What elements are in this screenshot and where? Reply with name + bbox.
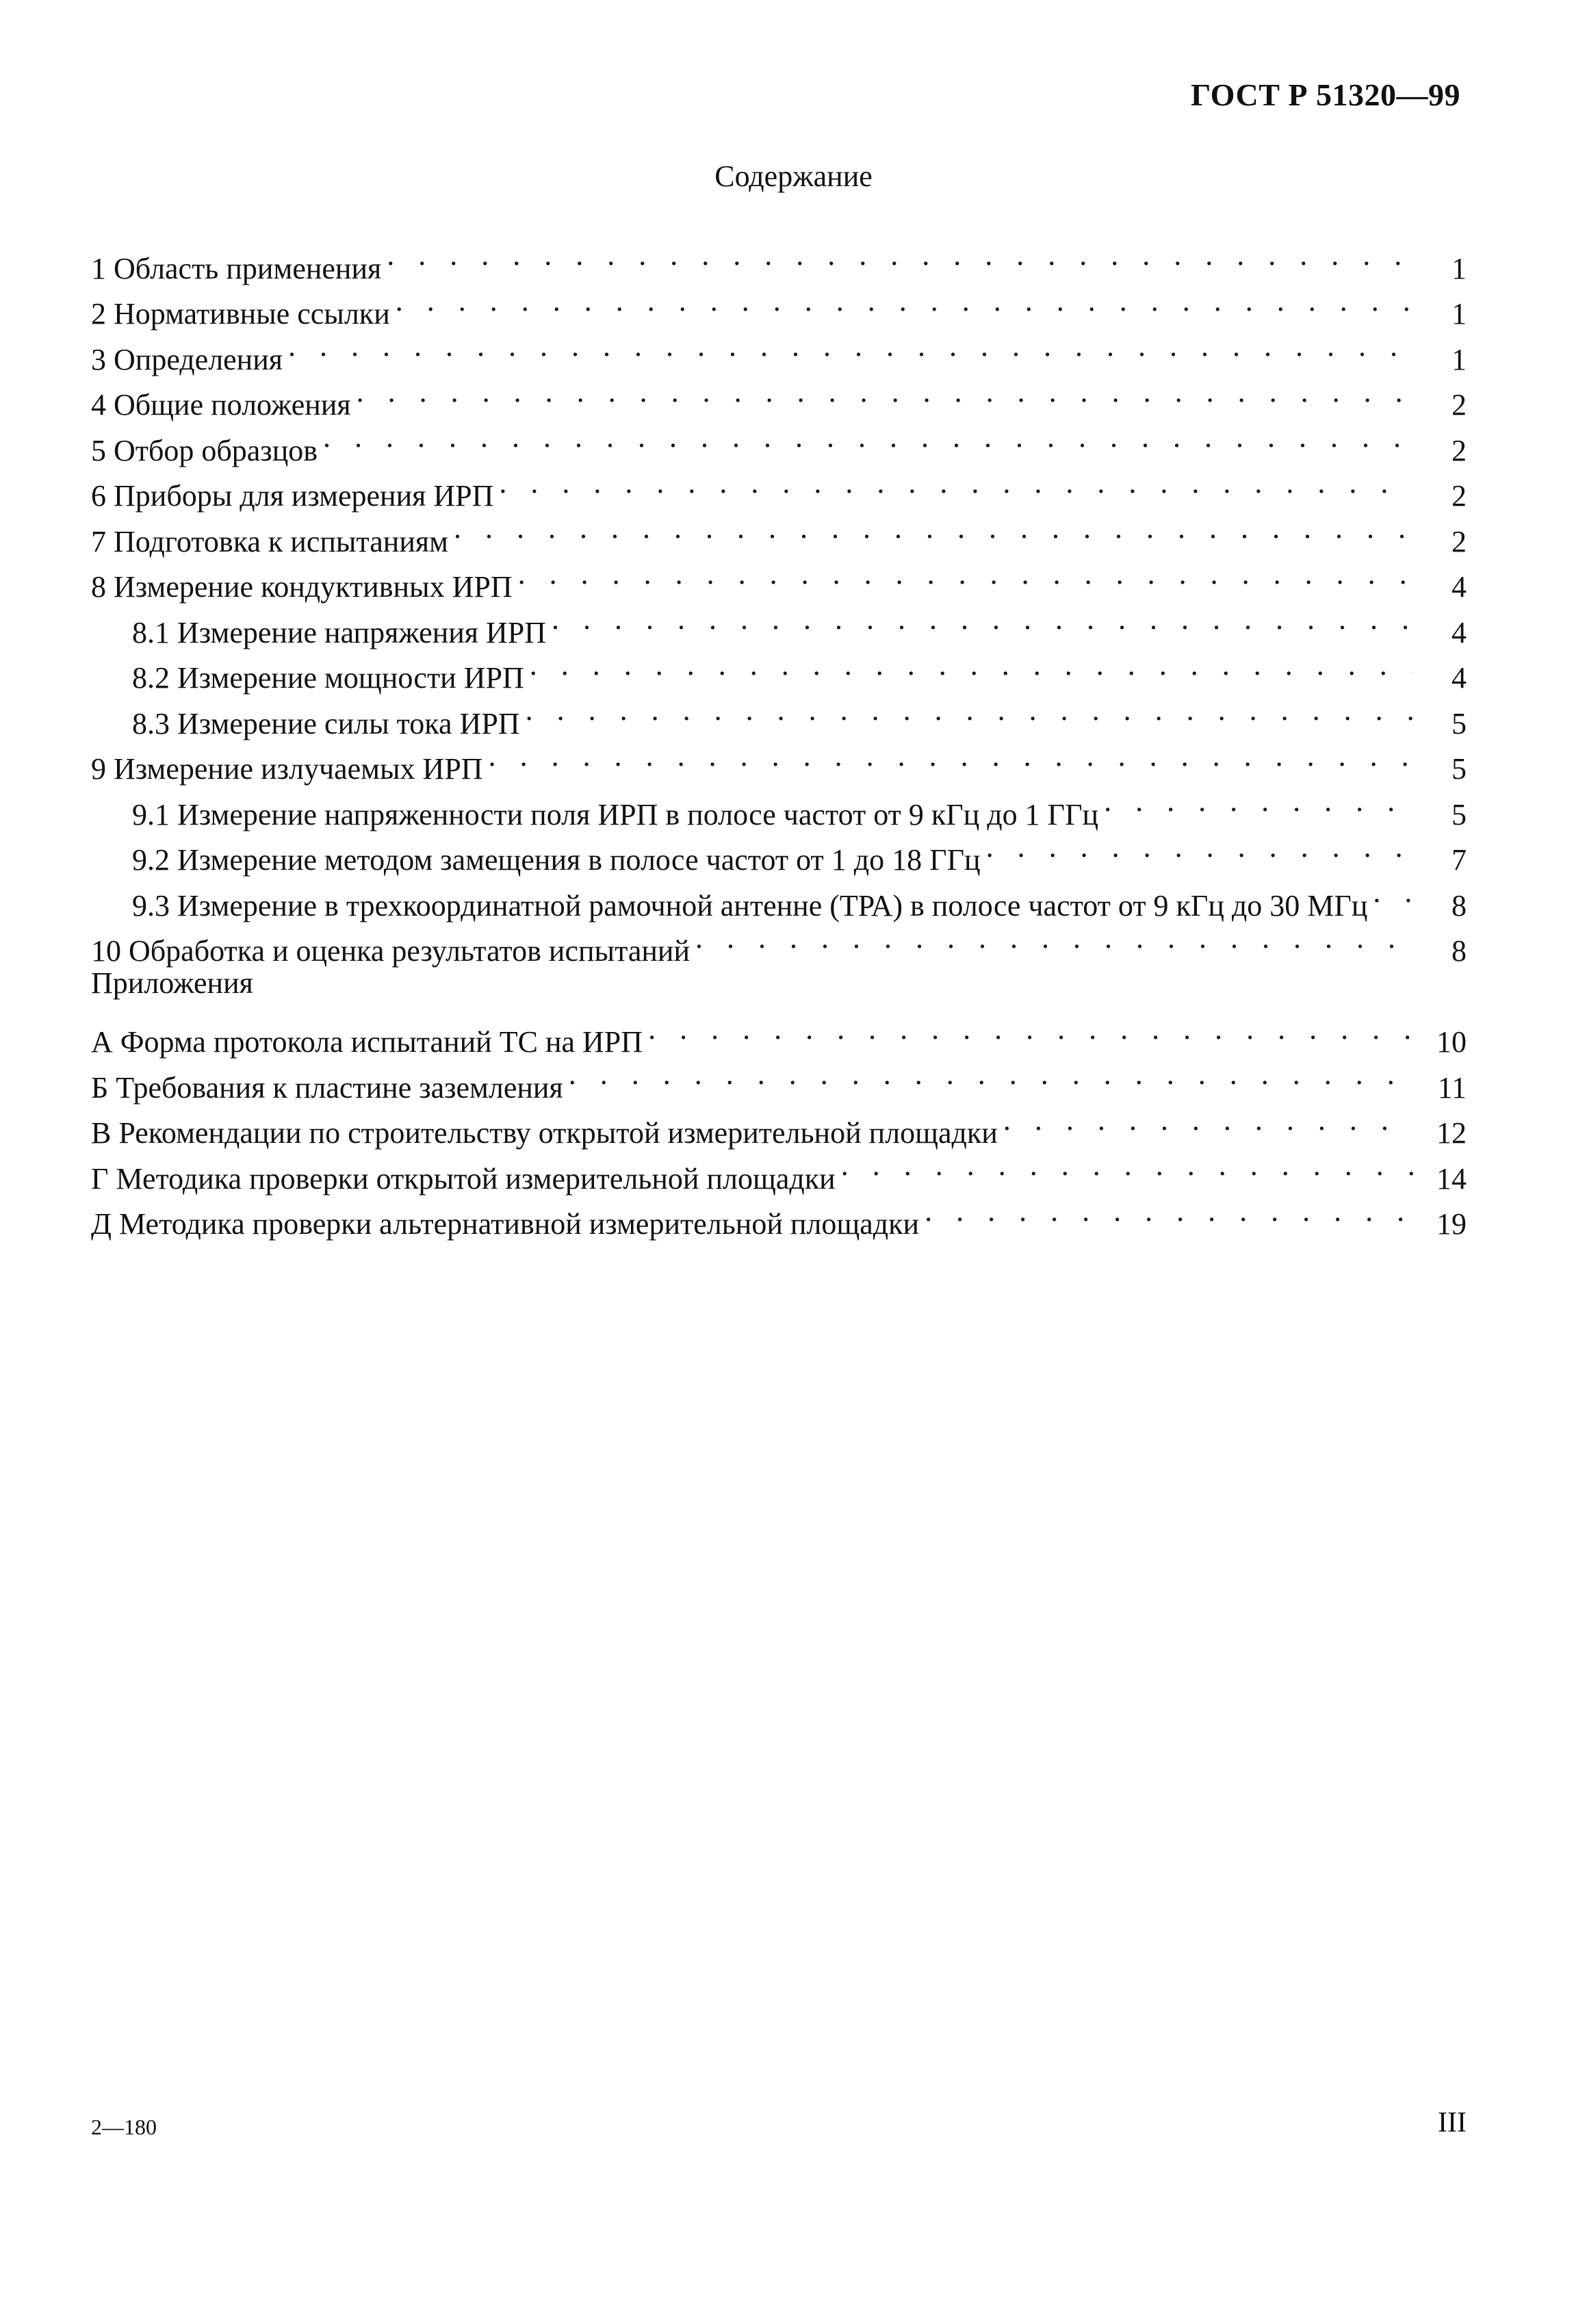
toc-entry-label: 9.1 Измерение напряженности поля ИРП в полосе частот от 9 кГц до 1 ГГц bbox=[132, 797, 1099, 831]
toc-leader-dots bbox=[530, 643, 1413, 688]
toc-entry-page: 5 bbox=[1451, 706, 1467, 740]
toc-entry-label: А Форма протокола испытаний ТС на ИРП bbox=[91, 1025, 643, 1059]
print-code: 2—180 bbox=[91, 2115, 157, 2139]
toc-leader-dots bbox=[357, 370, 1413, 415]
toc-leader-dots bbox=[1373, 870, 1413, 916]
toc-entry-page: 1 bbox=[1451, 251, 1467, 285]
toc-entry-label: 8 Измерение кондуктивных ИРП bbox=[91, 570, 513, 604]
toc-entry-label: 9 Измерение излучаемых ИРП bbox=[91, 752, 483, 786]
toc-leader-dots bbox=[526, 688, 1413, 734]
document-code: ГОСТ Р 51320—99 bbox=[1191, 77, 1460, 112]
toc-entry-label: 8.3 Измерение силы тока ИРП bbox=[132, 706, 520, 740]
toc-entry-label: 8.1 Измерение напряжения ИРП bbox=[132, 615, 547, 649]
toc-entry-label: 5 Отбор образцов bbox=[91, 433, 318, 467]
toc-entry-label: 9.2 Измерение методом замещения в полосе частот от 1 до 18 ГГц bbox=[132, 843, 981, 877]
toc-leader-dots bbox=[648, 1007, 1413, 1053]
toc-leader-dots bbox=[569, 1052, 1413, 1098]
toc-leader-dots bbox=[387, 233, 1413, 279]
toc-leader-dots bbox=[454, 506, 1413, 552]
toc-leader-dots bbox=[518, 552, 1413, 597]
toc-entry[interactable] bbox=[91, 1007, 1467, 1059]
toc-entry-page: 12 bbox=[1436, 1116, 1467, 1150]
toc-entry-page: 4 bbox=[1451, 615, 1467, 649]
table-of-contents bbox=[91, 233, 1467, 1241]
toc-leader-dots bbox=[841, 1143, 1413, 1189]
toc-leader-dots bbox=[323, 415, 1413, 461]
toc-entry-label: 10 Обработка и оценка результатов испытаний bbox=[91, 934, 691, 968]
toc-entry-label: Б Требования к пластине заземления bbox=[91, 1070, 563, 1105]
toc-entry-label: 1 Область применения bbox=[91, 251, 382, 285]
toc-entry-page: 1 bbox=[1451, 342, 1467, 376]
toc-entry-page: 7 bbox=[1451, 843, 1467, 877]
toc-entry-page: 8 bbox=[1451, 934, 1467, 968]
toc-entry-page: 14 bbox=[1436, 1161, 1467, 1196]
toc-title: Содержание bbox=[714, 159, 873, 193]
toc-leader-dots bbox=[552, 597, 1413, 643]
toc-entry-label: В Рекомендации по строительству открытой измерительной площадки bbox=[91, 1116, 998, 1150]
toc-entry-page: 11 bbox=[1437, 1070, 1467, 1105]
toc-entry-page: 2 bbox=[1451, 388, 1467, 422]
toc-leader-dots bbox=[695, 916, 1413, 961]
toc-entry-label: 8.2 Измерение мощности ИРП bbox=[132, 661, 524, 695]
toc-entry[interactable] bbox=[91, 370, 1467, 422]
toc-entry-page: 2 bbox=[1451, 479, 1467, 513]
toc-entry-label: 2 Нормативные ссылки bbox=[91, 297, 390, 331]
toc-entry-page: 4 bbox=[1451, 570, 1467, 604]
toc-entry-page: 4 bbox=[1451, 661, 1467, 695]
toc-entry-label: 3 Определения bbox=[91, 342, 283, 376]
toc-entry[interactable] bbox=[91, 324, 1467, 376]
toc-entry-page: 2 bbox=[1451, 433, 1467, 467]
toc-leader-dots bbox=[489, 734, 1413, 779]
toc-leader-dots bbox=[288, 324, 1413, 370]
toc-entry-page: 1 bbox=[1451, 297, 1467, 331]
toc-entry-page: 10 bbox=[1436, 1025, 1467, 1059]
toc-leader-dots bbox=[1003, 1098, 1413, 1144]
toc-entry-label: Г Методика проверки открытой измерительной площадки bbox=[91, 1161, 836, 1196]
toc-entry-page: 8 bbox=[1451, 888, 1467, 922]
toc-entry-label: 4 Общие положения bbox=[91, 388, 351, 422]
toc-entry-label: 9.3 Измерение в трехкоординатной рамочной антенне (ТРА) в полосе частот от 9 кГц до 30 МГц bbox=[132, 888, 1368, 922]
toc-leader-dots bbox=[925, 1189, 1413, 1235]
toc-leader-dots bbox=[986, 825, 1413, 870]
toc-leader-dots bbox=[1104, 779, 1413, 825]
toc-entry-label: 7 Подготовка к испытаниям bbox=[91, 524, 448, 558]
toc-leader-dots bbox=[396, 279, 1413, 324]
page-number: III bbox=[1438, 2107, 1467, 2139]
toc-entry-label: Д Методика проверки альтернативной измерительной площадки bbox=[91, 1207, 920, 1241]
toc-entry-label: 6 Приборы для измерения ИРП bbox=[91, 479, 494, 513]
toc-entry-page: 5 bbox=[1451, 752, 1467, 786]
toc-entry[interactable] bbox=[91, 233, 1467, 285]
toc-leader-dots bbox=[499, 461, 1413, 506]
toc-entry-page: 5 bbox=[1451, 797, 1467, 831]
toc-entry-label: Приложения bbox=[91, 966, 253, 1000]
toc-entry-page: 2 bbox=[1451, 524, 1467, 558]
toc-entry-page: 19 bbox=[1436, 1207, 1467, 1241]
